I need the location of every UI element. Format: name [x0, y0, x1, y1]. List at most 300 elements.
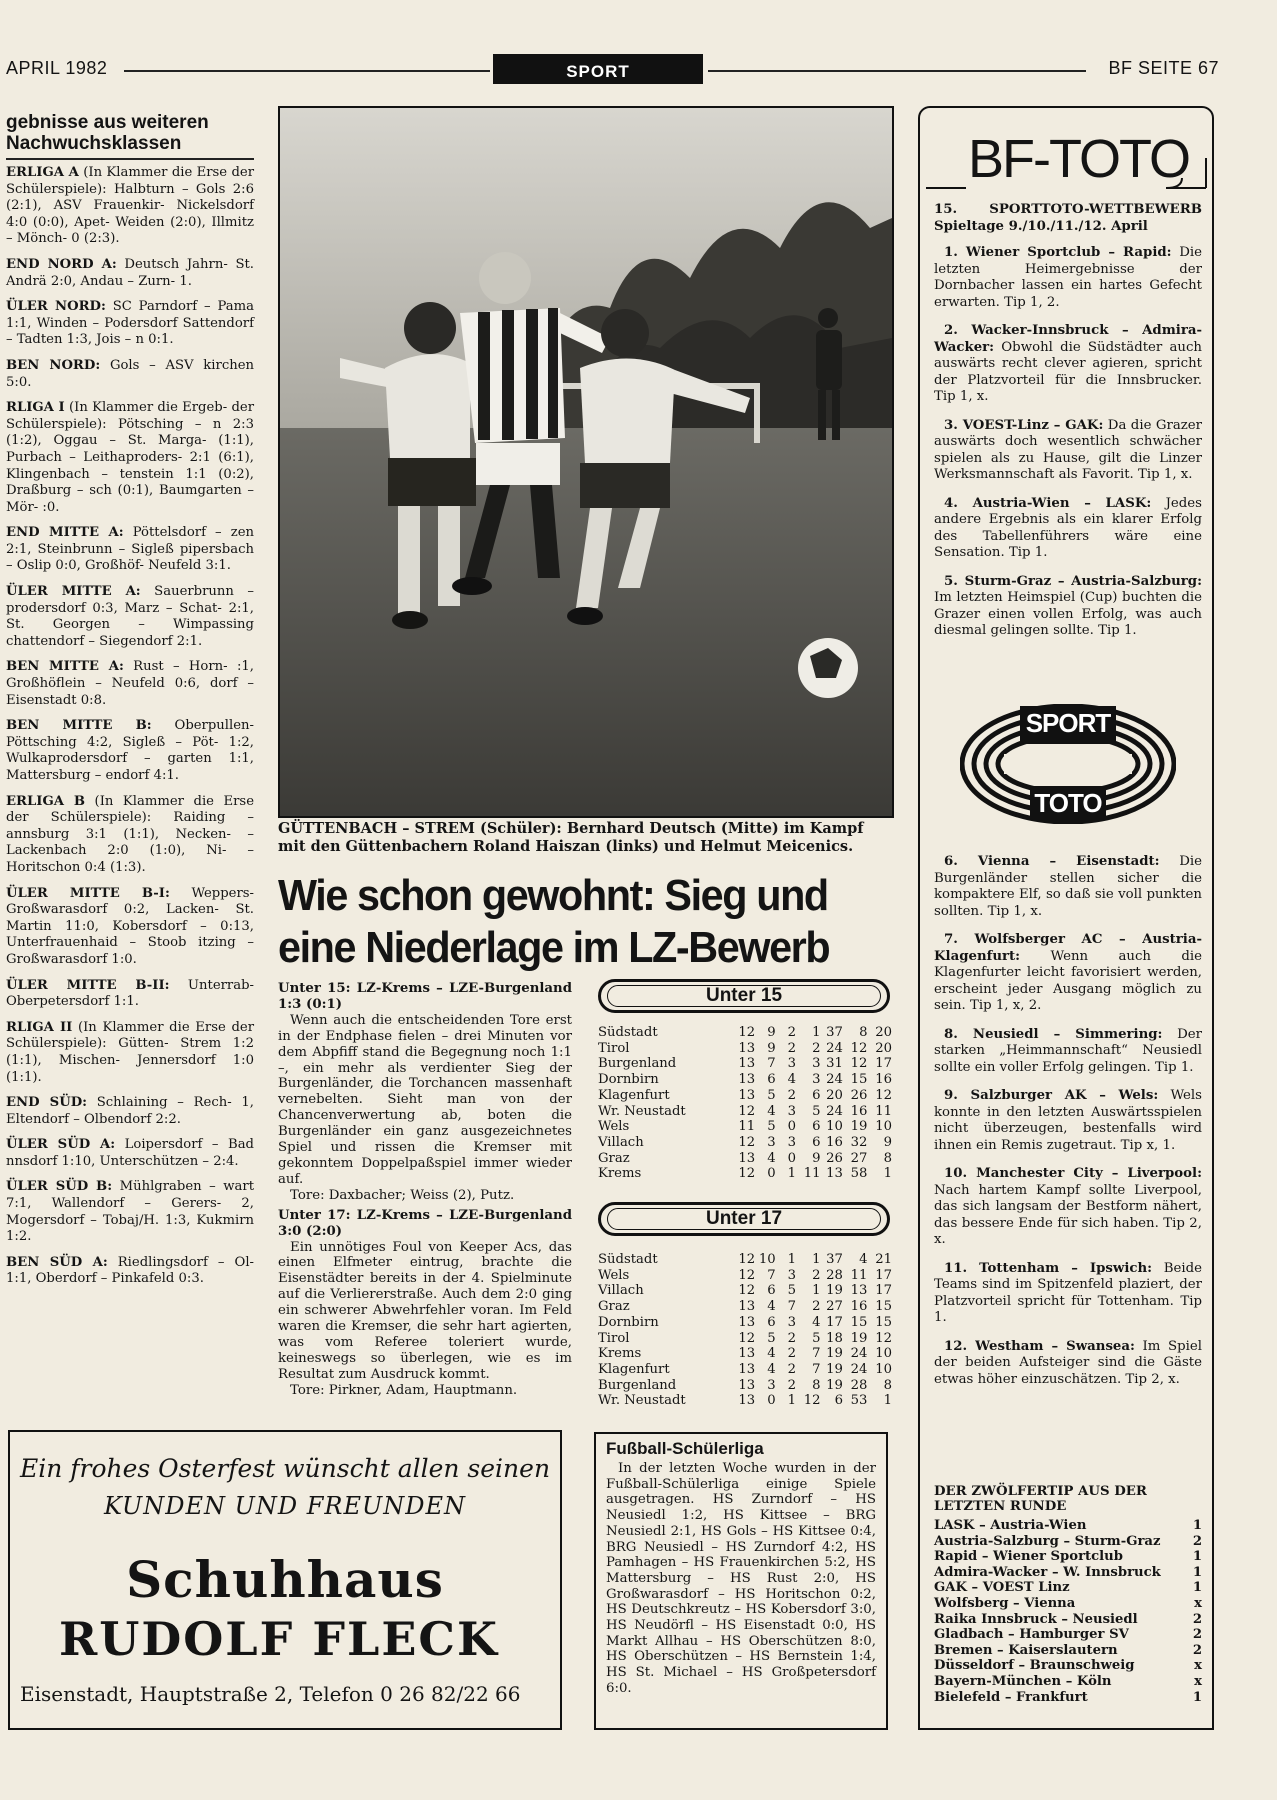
standings-value: 19	[826, 1361, 843, 1377]
standings-value: 1	[883, 1166, 892, 1182]
result-entry-text: (In Klammer die Erse der Schülerspiele): Gütten- Strem 1:2 (1:1), Mischen- Jennersdorf 1:0 (1:1).	[6, 1019, 255, 1085]
standings-value: 18	[826, 1330, 843, 1346]
result-entry-label: ERLIGA A	[6, 165, 79, 180]
zwoelfertip-row	[934, 1534, 1202, 1550]
result-entry-5	[6, 400, 254, 516]
result-entry-label: END SÜD:	[6, 1095, 87, 1111]
match-pairing: Austria-Salzburg – Sturm-Graz	[934, 1533, 1161, 1549]
standings-row	[598, 1135, 892, 1151]
standings-value: 32	[850, 1134, 868, 1150]
standings-value: 15	[850, 1314, 868, 1330]
match-pairing: Bayern-München – Köln	[934, 1673, 1112, 1689]
standings-value: 3	[787, 1056, 796, 1072]
zwoelfertip-row	[934, 1565, 1202, 1581]
standings-value: 13	[738, 1393, 756, 1409]
standings-row	[598, 1331, 892, 1347]
standings-value: 12	[850, 1040, 868, 1056]
standings-value: 7	[767, 1267, 776, 1283]
ad-address: Eisenstadt, Hauptstraße 2, Telefon 0 26 82/22 66	[20, 1682, 521, 1706]
standings-value: 37	[826, 1252, 843, 1267]
standings-value: 11	[875, 1103, 892, 1119]
toto-tip-5	[934, 1166, 1202, 1249]
standings-value: 13	[738, 1346, 756, 1362]
toto-tip-text: Der starken „Heimmannschaft“ Neusiedl sollte ein voller Erfolg gelingen. Tip 1.	[934, 1026, 1202, 1075]
result-entry-10	[6, 794, 254, 877]
standings-value: 3	[812, 1056, 821, 1072]
standings-value: 20	[875, 1040, 892, 1056]
standings-value: 2	[787, 1025, 796, 1040]
standings-row	[598, 1151, 892, 1167]
u17-table-title: Unter 17	[598, 1202, 890, 1236]
match-pairing: Wolfsberg – Vienna	[934, 1595, 1076, 1611]
standings-value: 13	[738, 1314, 756, 1330]
standings-value: 1	[883, 1393, 892, 1409]
article-paragraph-2: Ein unnötiges Foul von Keeper Acs, das einen Elfmeter eintrug, brachte die Eisenstädter bereits in der 4. Spielminute auf die Verliererstraße. Auch dem 2:0 ging ein schwerer Abwehrfehler voran. Im Feld waren die Kremser, die sehr hart agierten, was vom Referee toleriert wurde, keineswegs so überlegen, wie es im Resultat zum Ausdruck kommt.	[278, 1239, 572, 1382]
issue-date: APRIL 1982	[6, 58, 108, 78]
standings-value: 4	[767, 1299, 776, 1315]
page-header	[0, 58, 1277, 84]
result-entry-label: ÜLER NORD:	[6, 299, 106, 315]
standings-value: 17	[875, 1056, 892, 1072]
toto-tip-text: Wels konnte in den letzten Auswärtsspielen nicht überzeugen, bestenfalls wird ihnen ein Remis zugetraut. Tip x, 1.	[934, 1088, 1202, 1153]
zwoelfertip-row	[934, 1690, 1202, 1706]
standings-value: 5	[812, 1330, 821, 1346]
match-pairing: Raika Innsbruck – Neusiedl	[934, 1611, 1138, 1627]
team-name: Wels	[598, 1119, 630, 1135]
standings-value: 17	[875, 1283, 892, 1299]
result-entry-label: END MITTE A:	[6, 525, 124, 541]
team-name: Villach	[598, 1283, 644, 1299]
standings-value: 15	[875, 1314, 892, 1330]
result-entry-text: Oberpullen- Pöttsching 4:2, Sigleß – Pöt- 1:2, Wulkaprodersdorf – garten 1:1, Mattersburg – endorf 4:1.	[6, 718, 254, 783]
result-entry-14	[6, 1095, 254, 1128]
standings-row	[598, 1252, 892, 1268]
team-name: Graz	[598, 1299, 630, 1315]
standings-row	[598, 1283, 892, 1299]
match-result: 1	[1192, 1549, 1202, 1565]
result-entry-label: ÜLER MITTE A:	[6, 584, 141, 600]
standings-value: 19	[850, 1330, 868, 1346]
team-name: Krems	[598, 1346, 642, 1362]
standings-value: 10	[875, 1119, 892, 1135]
standings-value: 13	[738, 1056, 756, 1072]
toto-tip-label: 7. Wolfsberger AC – Austria-Klagenfurt:	[934, 932, 1202, 964]
match-result: 2	[1192, 1611, 1202, 1627]
tips-list-1	[934, 245, 1202, 640]
standings-value: 7	[767, 1056, 776, 1072]
standings-value: 26	[850, 1087, 868, 1103]
standings-value: 5	[787, 1283, 796, 1299]
result-entry-label: RLIGA I	[6, 400, 65, 416]
result-entry-16	[6, 1179, 254, 1245]
match-pairing: Gladbach – Hamburger SV	[934, 1627, 1129, 1643]
standings-value: 10	[826, 1119, 843, 1135]
standings-row	[598, 1166, 892, 1182]
toto-tip-text: Wenn auch die Klagenfurter leicht favorisiert werden, erscheint jeder Ausgang möglich zu sein. Tip 1, x, 2.	[934, 948, 1202, 1013]
result-entry-label: ERLIGA B	[6, 793, 86, 809]
toto-tip-text: Da die Grazer auswärts doch wesentlich schwächer spielen als zu Hause, gilt die Linzer Werksmannschaft als Favorit. Tip 1, x.	[934, 417, 1202, 482]
standings-value: 13	[826, 1166, 843, 1182]
toto-tip-label: 10. Manchester City – Liverpool:	[944, 1166, 1202, 1181]
standings-value: 12	[738, 1267, 756, 1283]
schuelerliga-title: Fußball-Schülerliga	[606, 1439, 764, 1458]
standings-row	[598, 1056, 892, 1072]
standings-value: 13	[738, 1299, 756, 1315]
toto-tip-5	[934, 574, 1202, 640]
section-label: SPORT	[493, 54, 703, 84]
standings-value: 3	[787, 1134, 796, 1150]
standings-row	[598, 1041, 892, 1057]
zwoelfertip-title: DER ZWÖLFERTIP AUS DER LETZTEN RUNDE	[934, 1484, 1147, 1514]
result-entry-13	[6, 1020, 254, 1086]
toto-tip-label: 9. Salzburger AK – Wels:	[944, 1088, 1159, 1103]
match-result: 1	[1192, 1518, 1202, 1533]
result-entry-text: Riedlingsdorf – Ol- 1:1, Oberdorf – Pinkafeld 0:3.	[6, 1254, 254, 1287]
standings-row	[598, 1362, 892, 1378]
standings-value: 3	[812, 1072, 821, 1088]
standings-value: 2	[812, 1267, 821, 1283]
zwoelfertip-row	[934, 1518, 1202, 1534]
standings-value: 3	[767, 1377, 776, 1393]
standings-value: 12	[875, 1087, 892, 1103]
headline-line-1: Wie schon gewohnt: Sieg und	[278, 871, 828, 920]
match-result: x	[1194, 1595, 1202, 1611]
standings-value: 4	[767, 1361, 776, 1377]
standings-value: 12	[738, 1134, 756, 1150]
standings-value: 8	[883, 1150, 892, 1166]
ad-owner-name: RUDOLF FLECK	[59, 1612, 499, 1666]
zwoelfertip-row	[934, 1596, 1202, 1612]
standings-value: 24	[850, 1361, 868, 1377]
toto-tip-7	[934, 1339, 1202, 1389]
match-pairing: Düsseldorf – Braunschweig	[934, 1658, 1135, 1674]
match-result: 2	[1192, 1533, 1202, 1549]
zwoelfertip-row	[934, 1643, 1202, 1659]
standings-value: 4	[767, 1150, 776, 1166]
standings-value: 13	[738, 1377, 756, 1393]
standings-row	[598, 1393, 892, 1409]
result-entry-label: ÜLER MITTE B-I:	[6, 885, 170, 901]
u17-standings-table	[598, 1252, 892, 1409]
match-pairing: Bielefeld – Frankfurt	[934, 1689, 1088, 1705]
standings-value: 4	[767, 1346, 776, 1362]
standings-row	[598, 1104, 892, 1120]
result-entry-label: BEN SÜD A:	[6, 1254, 108, 1270]
article-subhead-u17: Unter 17: LZ-Krems – LZE-Burgenland 3:0 (2:0)	[278, 1207, 572, 1239]
result-entry-text: SC Parndorf – Pama 1:1, Winden – Podersdorf Sattendorf – Tadten 1:3, Jois – n 0:1.	[6, 299, 254, 348]
standings-value: 9	[812, 1150, 821, 1166]
toto-tips-1	[934, 202, 1202, 652]
standings-value: 26	[826, 1150, 843, 1166]
standings-value: 7	[812, 1361, 821, 1377]
standings-value: 3	[787, 1103, 796, 1119]
match-pairing: GAK – VOEST Linz	[934, 1580, 1070, 1596]
zwoelfertip-row	[934, 1674, 1202, 1690]
article-scorers-1: Tore: Daxbacher; Weiss (2), Putz.	[290, 1187, 515, 1203]
standings-value: 13	[738, 1150, 756, 1166]
standings-value: 2	[787, 1330, 796, 1346]
results-column	[6, 112, 254, 1297]
toto-tip-text: Obwohl die Südstädter auch auswärts recht clever agieren, spricht der Platzvorteil für die Innsbrucker. Tip 1, x.	[934, 339, 1202, 404]
team-name: Wr. Neustadt	[598, 1393, 686, 1409]
standings-value: 16	[875, 1072, 892, 1088]
standings-value: 0	[767, 1166, 776, 1182]
result-entry-4	[6, 358, 254, 391]
standings-value: 24	[826, 1040, 843, 1056]
standings-value: 11	[803, 1166, 821, 1182]
toto-tip-3	[934, 418, 1202, 484]
sporttoto-logo	[960, 704, 1176, 824]
standings-row	[598, 1299, 892, 1315]
match-pairing: Admira-Wacker – W. Innsbruck	[934, 1564, 1161, 1580]
standings-value: 9	[767, 1025, 776, 1040]
result-entry-6	[6, 525, 254, 575]
schuelerliga-text: In der letzten Woche wurden in der Fußball-Schülerliga einige Spiele ausgetragen. HS Zurndorf – HS Neusiedl 1:2, HS Kittsee – BRG Neusiedl 2:1, HS Gols – HS Kittsee 0:4, BRG Neusiedl – HS Zurndorf 4:2, HS Pamhagen – HS Frauenkirchen 5:2, HS Mattersburg – HS Rust 2:0, HS Großwarasdorf – HS Horitschon 0:2, HS Deutschkreutz – HS Kobersdorf 3:0, HS Neudörfl – HS Eisenstadt 0:0, HS Markt Allhau – HS Oberschützen 8:0, HS Oberschützen – HS Bernstein 1:4, HS St. Michael – HS Großpetersdorf 6:0.	[606, 1461, 876, 1696]
standings-value: 2	[787, 1377, 796, 1393]
toto-tip-4	[934, 1088, 1202, 1154]
standings-value: 31	[826, 1056, 843, 1072]
team-name: Villach	[598, 1134, 644, 1150]
standings-value: 12	[738, 1103, 756, 1119]
standings-value: 8	[812, 1377, 821, 1393]
team-name: Klagenfurt	[598, 1087, 670, 1103]
standings-value: 8	[883, 1377, 892, 1393]
standings-value: 1	[812, 1252, 821, 1267]
standings-value: 58	[850, 1166, 868, 1182]
result-entry-label: RLIGA II	[6, 1019, 73, 1035]
match-pairing: LASK – Austria-Wien	[934, 1518, 1087, 1533]
match-photo	[278, 106, 894, 818]
result-entry-1	[6, 165, 254, 248]
standings-value: 11	[738, 1119, 756, 1135]
standings-value: 5	[767, 1087, 776, 1103]
results-heading: gebnisse aus weiteren Nachwuchsklassen	[6, 112, 254, 160]
result-entry-11	[6, 886, 254, 969]
toto-tip-text: Beide Teams sind im Spitzenfeld plaziert, der Platzvorteil spricht für Tottenham. Tip 1.	[934, 1260, 1202, 1325]
standings-value: 28	[850, 1377, 868, 1393]
zwoelfertip-table	[934, 1518, 1202, 1705]
article-body	[278, 978, 572, 1403]
standings-value: 16	[850, 1103, 868, 1119]
match-pairing: Rapid – Wiener Sportclub	[934, 1549, 1123, 1565]
toto-tip-3	[934, 1027, 1202, 1077]
standings-value: 1	[787, 1166, 796, 1182]
standings-value: 1	[787, 1252, 796, 1267]
team-name: Wels	[598, 1267, 630, 1283]
standings-value: 24	[850, 1346, 868, 1362]
standings-value: 10	[758, 1252, 776, 1267]
standings-row	[598, 1088, 892, 1104]
standings-value: 19	[826, 1346, 843, 1362]
toto-column	[918, 106, 1214, 1730]
result-entry-text: Deutsch Jahrn- St. Andrä 2:0, Andau – Zurn- 1.	[6, 256, 254, 289]
team-name: Klagenfurt	[598, 1361, 670, 1377]
standings-value: 15	[850, 1072, 868, 1088]
standings-value: 8	[859, 1025, 868, 1040]
standings-value: 1	[787, 1393, 796, 1409]
standings-value: 2	[812, 1299, 821, 1315]
article-subhead-u15: Unter 15: LZ-Krems – LZE-Burgenland 1:3 (0:1)	[278, 981, 572, 1012]
standings-row	[598, 1025, 892, 1041]
team-name: Burgenland	[598, 1377, 677, 1393]
standings-value: 13	[738, 1072, 756, 1088]
standings-value: 9	[883, 1134, 892, 1150]
standings-value: 17	[875, 1267, 892, 1283]
standings-value: 12	[803, 1393, 821, 1409]
toto-tip-1	[934, 854, 1202, 920]
standings-value: 0	[787, 1150, 796, 1166]
standings-value: 24	[826, 1103, 843, 1119]
ad-greeting: Ein frohes Osterfest wünscht allen seinen	[19, 1454, 551, 1483]
team-name: Wr. Neustadt	[598, 1103, 686, 1119]
headline-line-2: eine Niederlage im LZ-Bewerb	[278, 923, 830, 972]
standings-value: 0	[767, 1393, 776, 1409]
standings-row	[598, 1072, 892, 1088]
standings-value: 12	[875, 1330, 892, 1346]
result-entry-2	[6, 257, 254, 290]
standings-value: 2	[787, 1361, 796, 1377]
standings-value: 0	[787, 1119, 796, 1135]
result-entry-text: (In Klammer die Erse der Schülerspiele): Halbturn – Gols 2:6 (2:1), ASV Frauenkir- Nickelsdorf 4:0 (0:0), Apet- Weiden (2:0), Illmitz – Mönch- 0 (2:3).	[6, 165, 254, 247]
standings-value: 1	[812, 1283, 821, 1299]
toto-tip-label: 12. Westham – Swansea:	[944, 1338, 1135, 1354]
photo-illustration	[280, 108, 892, 816]
result-entry-text: Loipersdorf – Bad nnsdorf 1:10, Unterschützen – 2:4.	[6, 1137, 255, 1169]
result-entry-text: (In Klammer die Erse der Schülerspiele): Raiding – annsburg 3:1 (1:1), Necken- – Lackenbach 2:0 (1:0), Ni- – Horitschon 0:4 (1:3).	[6, 793, 255, 875]
result-entry-text: Schlaining – Rech- 1, Eltendorf – Olbendorf 2:2.	[6, 1095, 254, 1127]
result-entry-text: Mühlgraben – wart 7:1, Wallendorf – Gerers- 2, Mogersdorf – Tobaj/H. 1:3, Kukmirn 1:2.	[6, 1179, 254, 1245]
standings-value: 37	[826, 1025, 843, 1040]
standings-value: 12	[738, 1330, 756, 1346]
standings-value: 20	[826, 1087, 843, 1103]
zwoelfertip-section	[934, 1484, 1202, 1705]
results-list	[6, 165, 254, 1288]
standings-value: 27	[826, 1299, 843, 1315]
headline	[278, 870, 861, 974]
standings-value: 13	[850, 1283, 868, 1299]
standings-value: 7	[787, 1299, 796, 1315]
standings-value: 5	[767, 1330, 776, 1346]
standings-row	[598, 1346, 892, 1362]
standings-value: 7	[812, 1346, 821, 1362]
team-name: Burgenland	[598, 1056, 677, 1072]
result-entry-text: Rust – Horn- :1, Großhöflein – Neufeld 0:6, dorf – Eisenstadt 0:8.	[6, 659, 254, 708]
toto-tip-text: Die letzten Heimergebnisse der Dornbacher lassen ein hartes Gefecht erwarten. Tip 1, 2.	[934, 245, 1202, 310]
team-name: Tirol	[598, 1330, 630, 1346]
standings-value: 6	[812, 1119, 821, 1135]
toto-tip-label: 4. Austria-Wien – LASK:	[944, 495, 1152, 511]
toto-title-box	[920, 129, 1212, 190]
result-entry-text: (In Klammer die Ergeb- der Schülerspiele): Pötsching – n 2:3 (1:2), Oggau – St. Marga- (1:1), Purbach – Leithaproders- 2:1 (6:1), Klingenbach – tenstein 1:1 (0:2), Draßburg – sch (0:1), Baumgarten – Mör- :0.	[6, 400, 255, 515]
result-entry-label: END NORD A:	[6, 256, 117, 272]
zwoelfertip-row	[934, 1612, 1202, 1628]
article-scorers-2: Tore: Pirkner, Adam, Hauptmann.	[290, 1382, 518, 1398]
standings-value: 28	[826, 1267, 843, 1283]
toto-tip-label: 2. Wacker-Innsbruck – Admira-Wacker:	[934, 323, 1202, 355]
result-entry-text: Gols – ASV kirchen 5:0.	[6, 357, 254, 390]
standings-row	[598, 1119, 892, 1135]
logo-text-bottom: TOTO	[1034, 788, 1102, 818]
page-number: BF SEITE 67	[1108, 58, 1219, 78]
photo-caption: GÜTTENBACH – STREM (Schüler): Bernhard Deutsch (Mitte) im Kampf mit den Güttenbachern Roland Haiszan (links) und Helmut Meicenics.	[278, 820, 864, 855]
standings-value: 3	[767, 1134, 776, 1150]
standings-value: 6	[812, 1134, 821, 1150]
standings-value: 5	[812, 1103, 821, 1119]
team-name: Tirol	[598, 1040, 630, 1056]
team-name: Südstadt	[598, 1252, 658, 1267]
ad-greeting-2: KUNDEN UND FREUNDEN	[103, 1492, 467, 1520]
standings-value: 13	[738, 1361, 756, 1377]
standings-value: 17	[826, 1314, 843, 1330]
standings-value: 12	[738, 1166, 756, 1182]
result-entry-3	[6, 299, 254, 349]
toto-wettbewerb: 15. SPORTTOTO-WETTBEWERB Spieltage 9./10./11./12. April	[934, 202, 1202, 234]
toto-tip-text: Im letzten Heimspiel (Cup) buchten die Grazer einen vollen Erfolg, was auch diesmal gelingen sollte. Tip 1.	[934, 590, 1202, 638]
standings-value: 3	[787, 1314, 796, 1330]
tips-list-2	[934, 854, 1202, 1388]
result-entry-text: Sauerbrunn – prodersdorf 0:3, Marz – Schat- 2:1, St. Georgen – Wimpassing chattendorf – Siegendorf 2:1.	[6, 584, 254, 649]
match-result: x	[1194, 1673, 1202, 1689]
logo-text-top: SPORT	[1025, 708, 1111, 738]
toto-tip-label: 3. VOEST-Linz – GAK:	[944, 417, 1104, 433]
standings-value: 19	[826, 1283, 843, 1299]
standings-value: 20	[875, 1025, 892, 1040]
match-result: 1	[1192, 1580, 1202, 1596]
standings-value: 19	[850, 1119, 868, 1135]
standings-value: 12	[738, 1025, 756, 1040]
zwoelfertip-row	[934, 1549, 1202, 1565]
result-entry-12	[6, 978, 254, 1011]
standings-value: 15	[875, 1299, 892, 1315]
article-paragraph-1: Wenn auch die entscheidenden Tore erst in der Endphase fielen – drei Minuten vor dem Abpfiff stand die Begegnung noch 1:1 –, ein mehr als verdienter Sieg der Burgenländer, die Torchancen massenhaft vernebelten. Sieht man von der Chancenverwertung ab, boten die Burgenländer ein ganz ausgezeichnetes Spiel und rissen die Kremser mit gekonntem Doppelpaßspiel immer wieder auf.	[278, 1012, 572, 1187]
standings-value: 6	[767, 1283, 776, 1299]
toto-tip-2	[934, 323, 1202, 406]
standings-value: 6	[812, 1087, 821, 1103]
team-name: Graz	[598, 1150, 630, 1166]
standings-value: 10	[875, 1361, 892, 1377]
zwoelfertip-row	[934, 1627, 1202, 1643]
standings-row	[598, 1315, 892, 1331]
team-name: Dornbirn	[598, 1314, 659, 1330]
standings-value: 16	[826, 1134, 843, 1150]
toto-tip-label: 11. Tottenham – Ipswich:	[944, 1260, 1153, 1276]
standings-value: 27	[850, 1150, 868, 1166]
header-rule-right	[708, 70, 1086, 72]
result-entry-label: ÜLER MITTE B-II:	[6, 977, 170, 993]
result-entry-label: BEN MITTE A:	[6, 659, 124, 675]
standings-value: 19	[826, 1377, 843, 1393]
zwoelfertip-row	[934, 1658, 1202, 1674]
result-entry-label: BEN MITTE B:	[6, 718, 152, 734]
team-name: Krems	[598, 1166, 642, 1182]
result-entry-label: ÜLER SÜD B:	[6, 1179, 113, 1195]
standings-value: 9	[767, 1040, 776, 1056]
standings-value: 4	[767, 1103, 776, 1119]
result-entry-17	[6, 1255, 254, 1288]
toto-tip-text: Jedes andere Ergebnis als ein klarer Erfolg des Tabellenführers wäre eine Sensation. Tip 1.	[934, 495, 1202, 560]
advertisement	[8, 1430, 562, 1730]
match-result: 1	[1192, 1689, 1202, 1705]
standings-value: 11	[850, 1267, 868, 1283]
zwoelfertip-row	[934, 1580, 1202, 1596]
toto-tips-2	[934, 854, 1202, 1400]
ad-shop-name: Schuhhaus	[126, 1550, 444, 1609]
standings-value: 5	[767, 1119, 776, 1135]
standings-value: 6	[834, 1393, 843, 1409]
toto-tip-2	[934, 932, 1202, 1015]
standings-value: 53	[850, 1393, 868, 1409]
team-name: Dornbirn	[598, 1072, 659, 1088]
